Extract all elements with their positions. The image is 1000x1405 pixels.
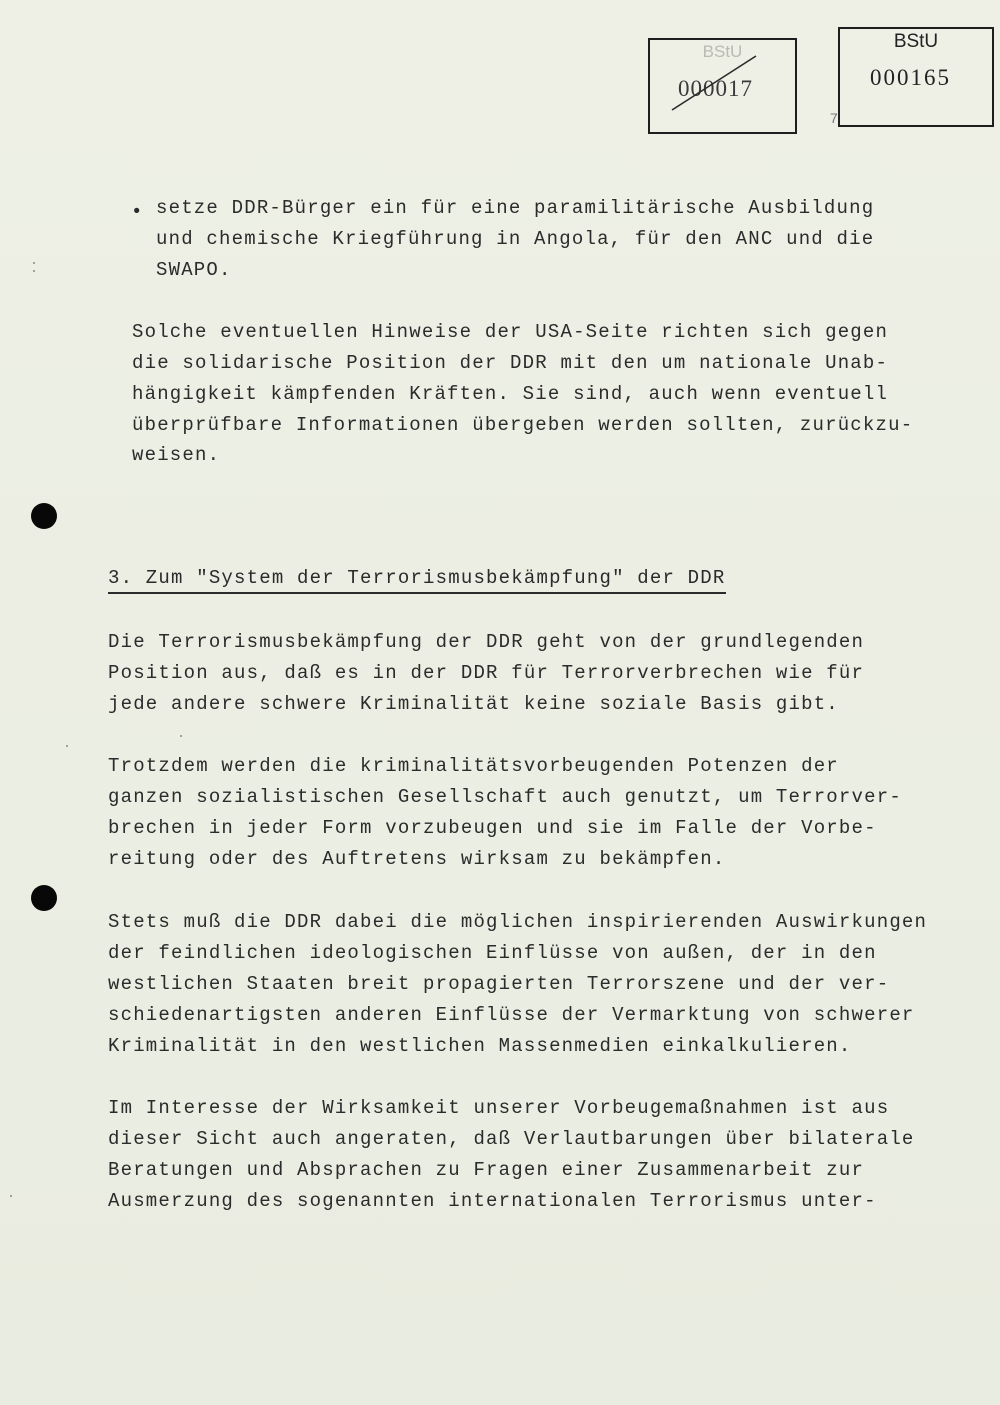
strike-through-mark	[650, 40, 795, 132]
stamp-new-number: 000165	[870, 65, 951, 90]
para2-line-2: Position aus, daß es in der DDR für Terrorverbrechen wie für	[108, 662, 865, 684]
para3-line-1: Trotzdem werden die kriminalitätsvorbeugenden Potenzen der	[108, 755, 839, 777]
para5-line-4: Ausmerzung des sogenannten internationalen Terrorismus unter-	[108, 1190, 877, 1212]
para5-line-3: Beratungen und Absprachen zu Fragen einer Zusammenarbeit zur	[108, 1159, 865, 1181]
dust-speck	[33, 270, 35, 272]
stamp-old-number: 000017	[678, 76, 753, 101]
dust-speck	[10, 1195, 12, 1197]
punch-hole-bottom	[31, 885, 57, 911]
bullet-line-3: SWAPO.	[156, 259, 232, 281]
dust-speck	[33, 262, 35, 264]
para5-line-1: Im Interesse der Wirksamkeit unserer Vorbeugemaßnahmen ist aus	[108, 1097, 890, 1119]
bullet-line-1: setze DDR-Bürger ein für eine paramilitärische Ausbildung	[156, 197, 875, 219]
section-heading: 3. Zum "System der Terrorismusbekämpfung" der DDR	[108, 566, 726, 594]
para2-line-3: jede andere schwere Kriminalität keine soziale Basis gibt.	[108, 693, 839, 715]
para4-line-1: Stets muß die DDR dabei die möglichen inspirierenden Auswirkungen	[108, 911, 928, 933]
para4-line-2: der feindlichen ideologischen Einflüsse von außen, der in den	[108, 942, 877, 964]
para3-line-2: ganzen sozialistischen Gesellschaft auch genutzt, um Terrorver-	[108, 786, 902, 808]
dust-speck	[180, 735, 182, 737]
para4-line-3: westlichen Staaten breit propagierten Terrorszene und der ver-	[108, 973, 890, 995]
para3-line-4: reitung oder des Auftretens wirksam zu bekämpfen.	[108, 848, 726, 870]
para2-line-1: Die Terrorismusbekämpfung der DDR geht von der grundlegenden	[108, 631, 865, 653]
para1-line-4: überprüfbare Informationen übergeben werden sollten, zurückzu-	[132, 414, 914, 436]
archive-stamp-new	[838, 27, 994, 127]
bullet-symbol: •	[131, 201, 143, 223]
margin-tick-mark: 7	[830, 110, 838, 126]
para1-line-3: hängigkeit kämpfenden Kräften. Sie sind, auch wenn eventuell	[132, 383, 889, 405]
archive-stamp-old	[648, 38, 797, 134]
punch-hole-top	[31, 503, 57, 529]
para5-line-2: dieser Sicht auch angeraten, daß Verlautbarungen über bilaterale	[108, 1128, 915, 1150]
para1-line-1: Solche eventuellen Hinweise der USA-Seite richten sich gegen	[132, 321, 889, 343]
para1-line-2: die solidarische Position der DDR mit den um nationale Unab-	[132, 352, 889, 374]
para3-line-3: brechen in jeder Form vorzubeugen und sie im Falle der Vorbe-	[108, 817, 877, 839]
stamp-new-label: BStU	[893, 31, 939, 52]
para4-line-4: schiedenartigsten anderen Einflüsse der Vermarktung von schwerer	[108, 1004, 915, 1026]
para4-line-5: Kriminalität in den westlichen Massenmedien einkalkulieren.	[108, 1035, 852, 1057]
bullet-line-2: und chemische Kriegführung in Angola, für den ANC und die	[156, 228, 875, 250]
stamp-old-label: BStU	[702, 42, 743, 61]
para1-line-5: weisen.	[132, 444, 221, 466]
dust-speck	[66, 745, 68, 747]
